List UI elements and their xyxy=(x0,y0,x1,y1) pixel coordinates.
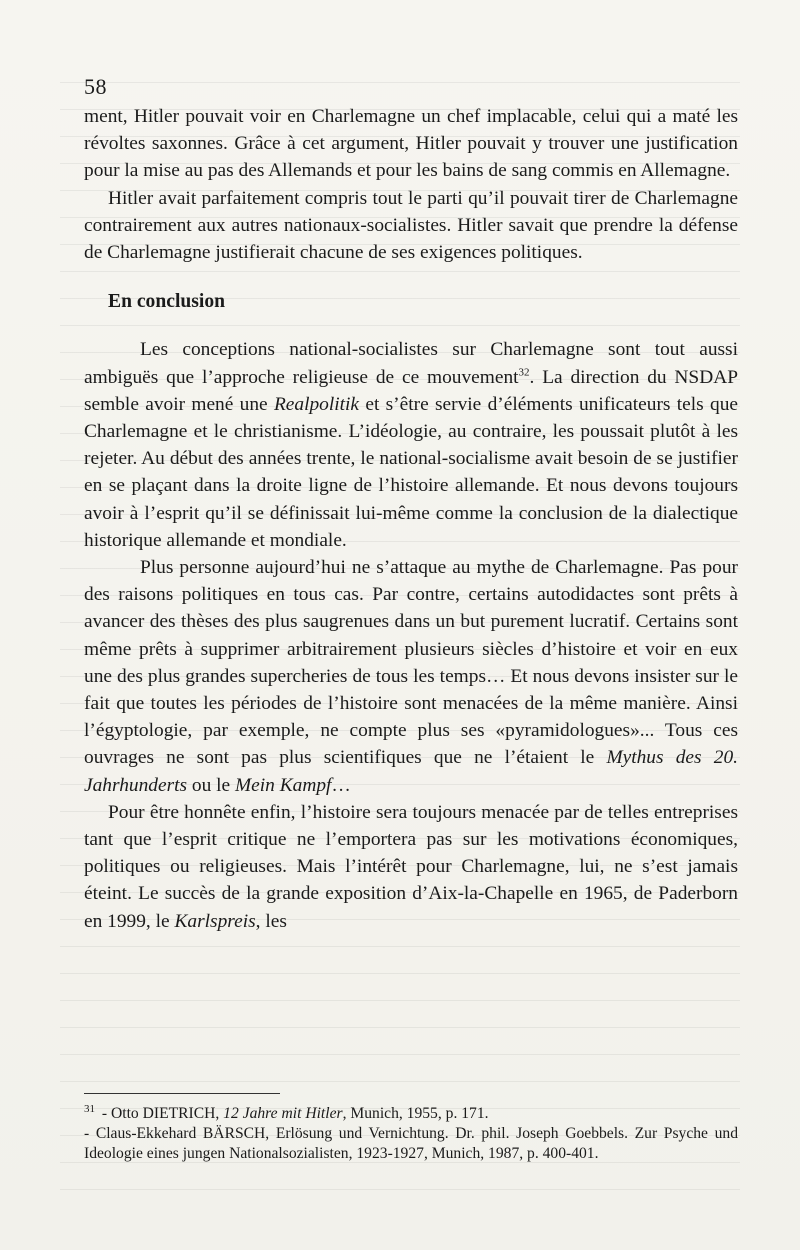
paragraph-4 xyxy=(84,554,738,799)
paragraph-3-italic: Realpolitik xyxy=(273,393,360,415)
footnote-31-mark: 31 xyxy=(84,1102,95,1115)
paragraph-4-text-a: Plus personne aujourd’hui ne s’attaque au mythe de Charlemagne. Pas pour des raisons politiques en tous cas. Par contre, certains autodidactes sont prêts à avancer des thèses des plus saugrenues dans un but purement lucratif. Certains sont même prêts à supprimer arbitrairement plusieurs siècles d’histoire et voir en eux une des plus grandes supercheries de tous les temps… Et nous devons insister sur le fait que toutes les périodes de l’histoire sont menacées de la même manière. Ainsi l’égyptologie, par exemple, ne compte plus ses «pyramidologues»... Tous ces ouvrages ne sont pas plus scientifiques que ne l’étaient le xyxy=(84,557,738,769)
paragraph-4-text-b: ou le xyxy=(187,774,235,796)
page-number: 58 xyxy=(84,74,107,99)
paragraph-5-text-b: , les xyxy=(255,910,287,932)
main-text xyxy=(84,103,738,935)
paragraph-5-italic: Karlspreis xyxy=(174,910,256,932)
paragraph-5 xyxy=(84,799,738,935)
footnote-31-text-b: , Munich, 1955, p. 171. xyxy=(342,1105,489,1122)
section-heading: En conclusion xyxy=(108,291,226,313)
paragraph-3-text-c: et s’être servie d’éléments unificateurs tels que Charlemagne et le christianisme. L’idéologie, au contraire, les poussait plutôt à les rejeter. Au début des années trente, le national-socialisme avait besoin de se justifier en se plaçant dans la droite ligne de l’histoire allemande. Et nous devons toujours avoir à l’esprit qu’il se définissait lui-même comme la conclusion de la dialectique historique allemande et mondiale. xyxy=(84,393,738,551)
paragraph-4-italic-1: Mythus des 20. Jahrhunderts xyxy=(84,747,738,796)
footnotes xyxy=(84,1104,738,1164)
paragraph-3-text-b: . La direction du NSDAP semble avoir mené une xyxy=(84,366,738,415)
paragraph-5-text-a: Pour être honnête enfin, l’histoire sera toujours menacée par de telles entreprises tant que l’esprit critique ne l’emportera pas sur les motivations économiques, politiques ou religieuses. Mais l’intérêt pour Charlemagne, lui, ne s’est jamais éteint. Le succès de la grande exposition d’Aix-la-Chapelle en 1965, de Paderborn en 1999, le xyxy=(84,801,738,932)
paragraph-4-text-c: … xyxy=(331,774,351,796)
paragraph-1: ment, Hitler pouvait voir en Charlemagne un chef implacable, celui qui a maté les révoltes saxonnes. Grâce à cet argument, Hitler pouvait y trouver une justification pour la mise au pas des Allemands et pour les bains de sang commis en Allemagne. xyxy=(84,106,738,182)
footnote-31-text-a: - Otto DIETRICH, xyxy=(98,1105,224,1122)
footnote-31-continued: - Claus-Ekkehard BÄRSCH, Erlösung und Vernichtung. Dr. phil. Joseph Goebbels. Zur Psyche und Ideologie eines jungen Nationalsozialisten, 1923-1927, Munich, 1987, p. 400-401. xyxy=(84,1125,738,1162)
footnote-ref-32: 32 xyxy=(518,366,530,379)
paragraph-2: Hitler avait parfaitement compris tout le parti qu’il pouvait tirer de Charlemagne contrairement aux autres nationaux-socialistes. Hitler savait que prendre la défense de Charlemagne justifierait chacune de ses exigences politiques. xyxy=(84,187,738,264)
footnote-31-italic: 12 Jahre mit Hitler xyxy=(223,1105,343,1122)
paragraph-3 xyxy=(84,336,738,554)
paragraph-4-italic-2: Mein Kampf xyxy=(235,774,332,796)
paragraph-3-text-a: Les conceptions national-socialistes sur Charlemagne sont tout aussi ambiguës que l’approche religieuse de ce mouvement xyxy=(84,339,738,388)
footnote-31 xyxy=(84,1104,738,1124)
footnote-divider xyxy=(84,1093,280,1094)
